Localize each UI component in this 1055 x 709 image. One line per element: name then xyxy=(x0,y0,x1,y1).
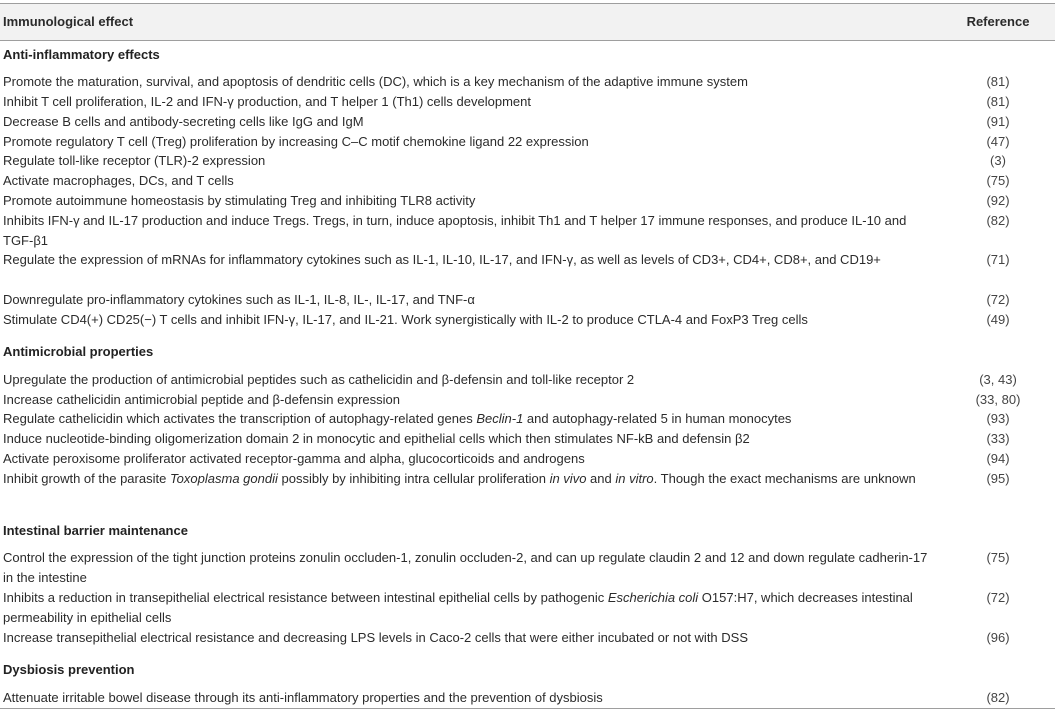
reference-cell: (94) xyxy=(986,451,1010,466)
reference-cell: (33) xyxy=(986,431,1010,446)
reference-cell: (93) xyxy=(986,411,1010,426)
effect-cell: Induce nucleotide-binding oligomerization domain 2 in monocytic and epithelial cells which then stimulates NF-kB and defensin β2 xyxy=(3,431,750,446)
effect-cell: Regulate toll-like receptor (TLR)-2 expression xyxy=(3,153,266,168)
effect-cell: Activate macrophages, DCs, and T cells xyxy=(3,173,234,188)
effect-cell: Inhibits a reduction in transepithelial electrical resistance between intestinal epithelial cells by pathogenic Escherichia coli O157:H7, which decreases intestinal permeability in epithelial cells xyxy=(3,590,913,625)
header-effect: Immunological effect xyxy=(3,14,134,29)
effect-cell: Promote autoimmune homeostasis by stimulating Treg and inhibiting TLR8 activity xyxy=(3,193,476,208)
reference-cell: (81) xyxy=(986,94,1010,109)
effect-cell: Stimulate CD4(+) CD25(−) T cells and inhibit IFN-γ, IL-17, and IL-21. Work synergistically with IL-2 to produce CTLA-4 and FoxP3 Treg cells xyxy=(3,312,808,327)
effect-cell: Increase cathelicidin antimicrobial peptide and β-defensin expression xyxy=(3,392,400,407)
reference-cell: (92) xyxy=(986,193,1010,208)
effect-cell: Increase transepithelial electrical resistance and decreasing LPS levels in Caco-2 cells that were either incubated or not with DSS xyxy=(3,630,748,645)
reference-cell: (33, 80) xyxy=(975,392,1021,407)
reference-cell: (95) xyxy=(986,471,1010,486)
reference-cell: (47) xyxy=(986,134,1010,149)
effect-cell: Downregulate pro-inflammatory cytokines such as IL-1, IL-8, IL-, IL-17, and TNF-α xyxy=(3,292,475,307)
effect-cell: Inhibit T cell proliferation, IL-2 and IFN-γ production, and T helper 1 (Th1) cells development xyxy=(3,94,531,109)
effect-cell: Activate peroxisome proliferator activated receptor-gamma and alpha, glucocorticoids and androgens xyxy=(3,451,585,466)
reference-cell: (75) xyxy=(986,173,1010,188)
header-reference: Reference xyxy=(966,14,1030,29)
table-header xyxy=(0,4,1055,40)
effect-cell: Regulate the expression of mRNAs for inflammatory cytokines such as IL-1, IL-10, IL-17, and IFN-γ, as well as levels of CD3+, CD4+, CD8+, and CD19+ xyxy=(3,252,881,267)
reference-cell: (81) xyxy=(986,74,1010,89)
reference-cell: (82) xyxy=(986,690,1010,705)
header-bottom-rule xyxy=(0,40,1055,41)
reference-cell: (82) xyxy=(986,213,1010,228)
reference-cell: (75) xyxy=(986,550,1010,565)
reference-cell: (71) xyxy=(986,252,1010,267)
effect-cell: Inhibit growth of the parasite Toxoplasma gondii possibly by inhibiting intra cellular proliferation in vivo and in vitro. Though the exact mechanisms are unknown xyxy=(3,471,916,486)
section-title: Intestinal barrier maintenance xyxy=(3,523,188,538)
section-title: Antimicrobial properties xyxy=(3,344,154,359)
effect-cell: Decrease B cells and antibody-secreting cells like IgG and IgM xyxy=(3,114,364,129)
reference-cell: (96) xyxy=(986,630,1010,645)
effect-cell: Promote regulatory T cell (Treg) proliferation by increasing C–C motif chemokine ligand 22 expression xyxy=(3,134,589,149)
reference-cell: (3, 43) xyxy=(979,372,1017,387)
section-title: Dysbiosis prevention xyxy=(3,662,135,677)
reference-cell: (72) xyxy=(986,292,1010,307)
section-title: Anti-inflammatory effects xyxy=(3,47,160,62)
effect-cell: Regulate cathelicidin which activates the transcription of autophagy-related genes Beclin-1 and autophagy-related 5 in human monocytes xyxy=(3,411,792,426)
effect-cell: Upregulate the production of antimicrobial peptides such as cathelicidin and β-defensin and toll-like receptor 2 xyxy=(3,372,635,387)
effect-cell: Control the expression of the tight junction proteins zonulin occluden-1, zonulin occluden-2, and can up regulate claudin 2 and 12 and down regulate cadherin-17 in the intestine xyxy=(3,550,928,585)
effect-cell: Promote the maturation, survival, and apoptosis of dendritic cells (DC), which is a key mechanism of the adaptive immune system xyxy=(3,74,748,89)
reference-cell: (49) xyxy=(986,312,1010,327)
reference-cell: (72) xyxy=(986,590,1010,605)
effect-cell: Inhibits IFN-γ and IL-17 production and induce Tregs. Tregs, in turn, induce apoptosis, inhibit Th1 and T helper 17 immune responses, and produce IL-10 and TGF-β1 xyxy=(3,213,907,248)
reference-cell: (91) xyxy=(986,114,1010,129)
reference-cell: (3) xyxy=(990,153,1006,168)
effect-cell: Attenuate irritable bowel disease through its anti-inflammatory properties and the prevention of dysbiosis xyxy=(3,690,603,705)
